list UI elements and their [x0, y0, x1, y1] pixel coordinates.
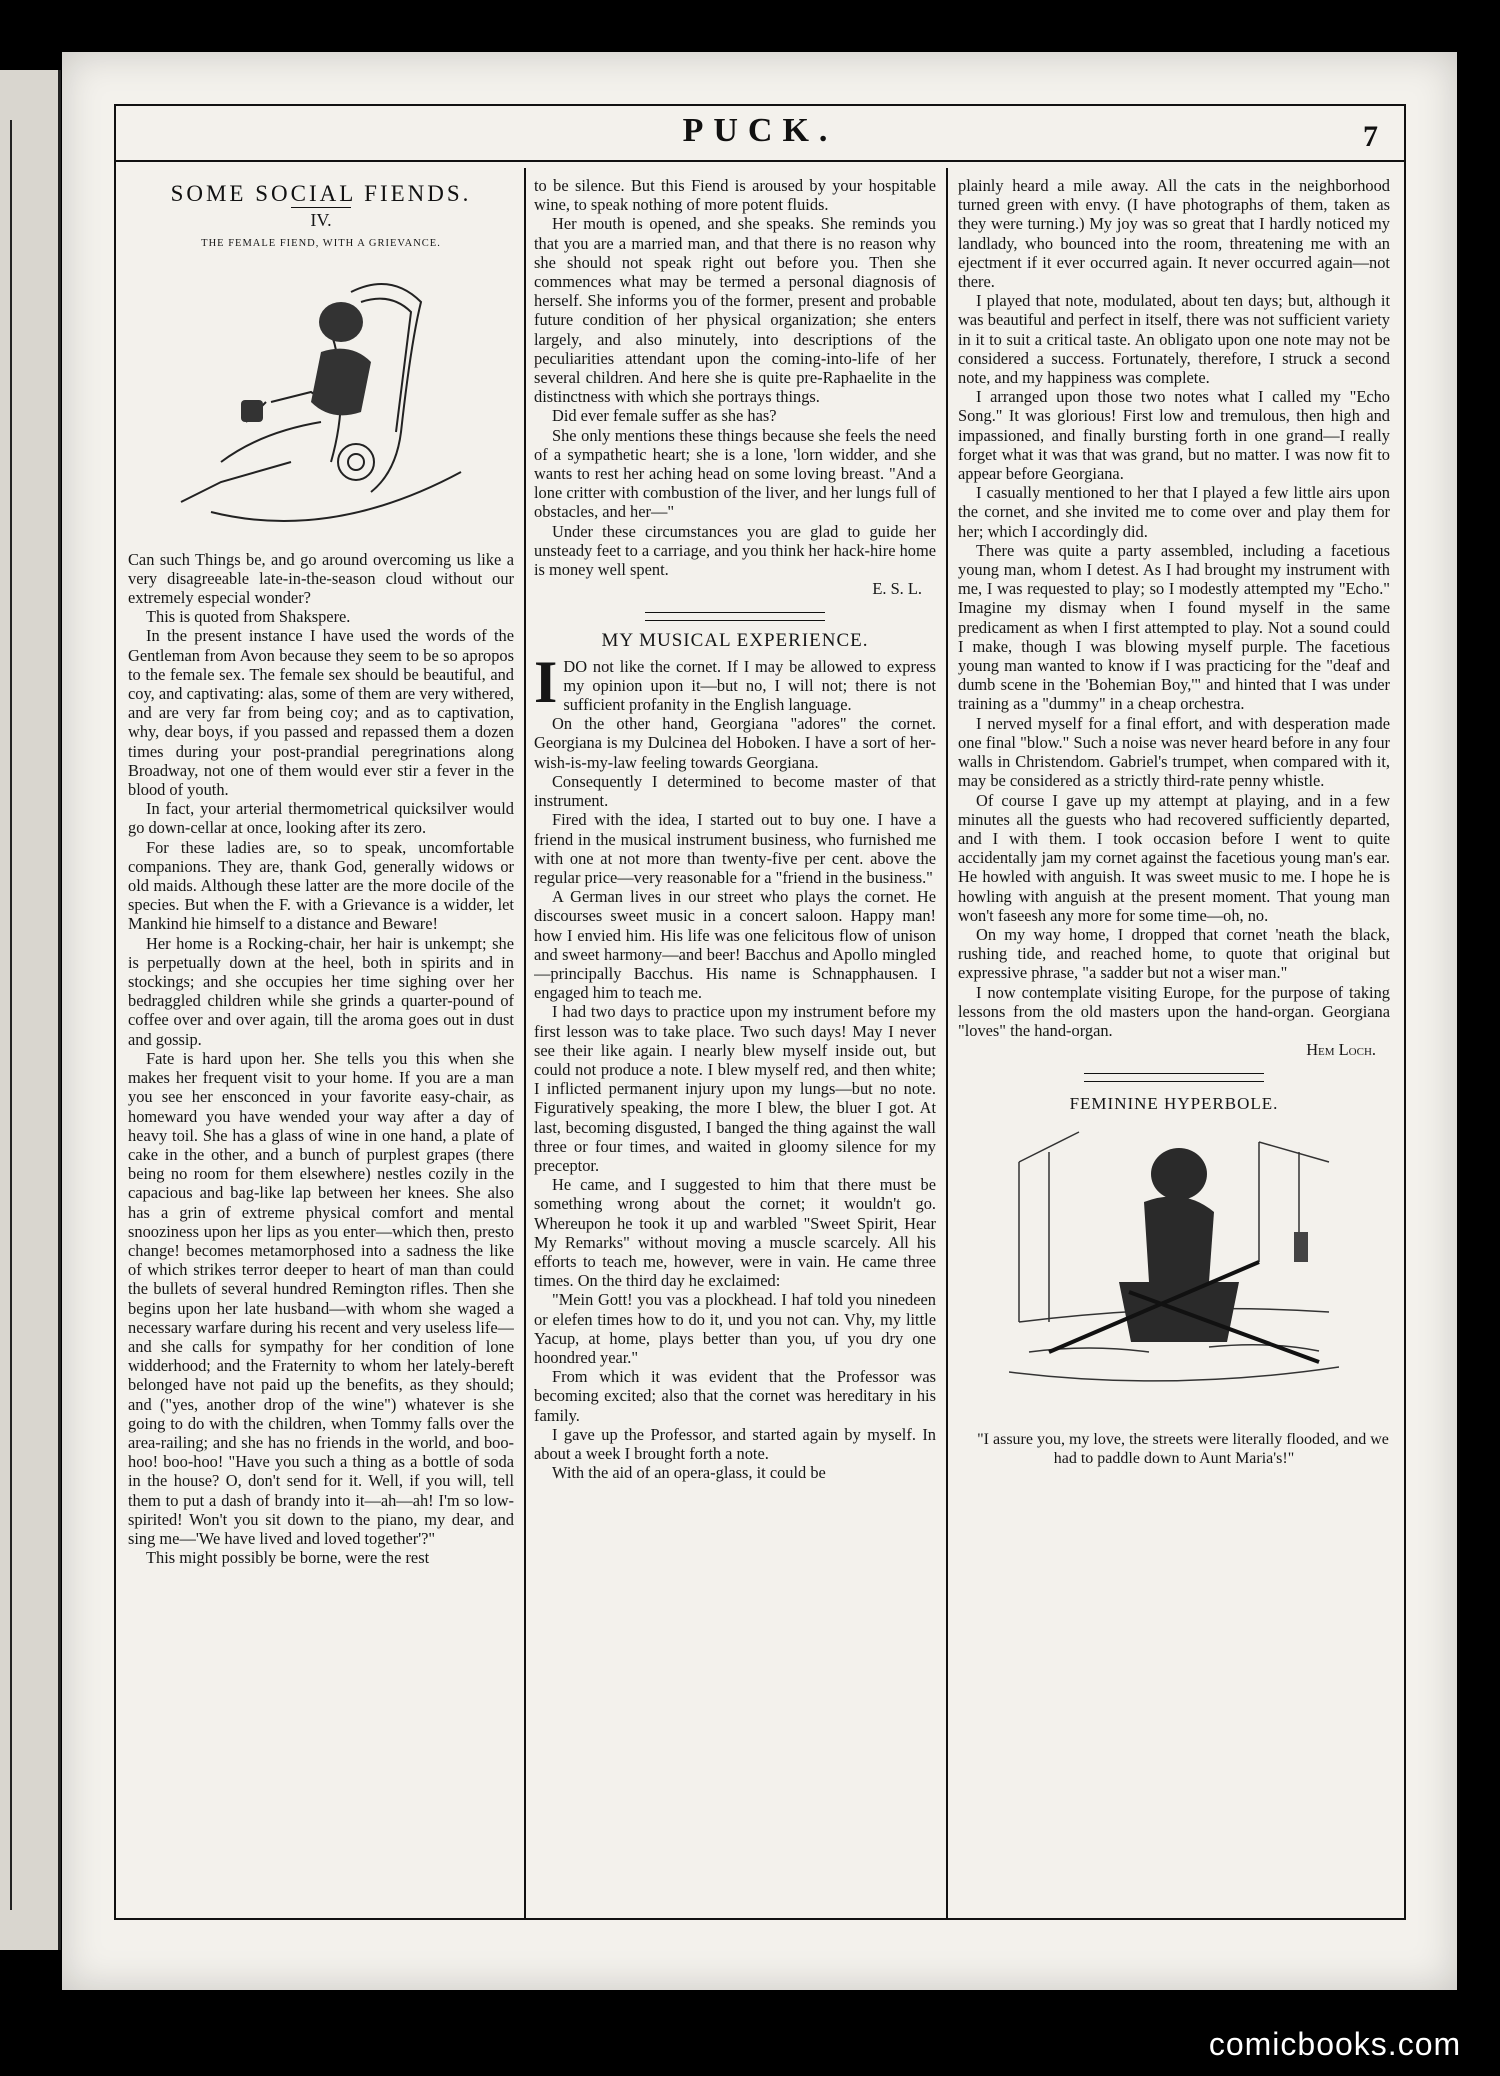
section-separator	[645, 612, 825, 621]
masthead-title: PUCK.	[682, 112, 838, 149]
article-subtitle: THE FEMALE FIEND, WITH A GRIEVANCE.	[201, 238, 441, 250]
paragraph: I had two days to practice upon my instrument before my first lesson was to take place. Two such days! May I never see their like again. I nearly blew myself inside out, but could not produce a note. I blew myself red, and then white; I inflicted permanent injury upon my lungs—but no note. Figuratively speaking, the more I blew, the bluer I got. At last, becoming disgusted, I banged the thing against the wall three or four times, and waited in gloomy silence for my preceptor.	[534, 1002, 936, 1175]
paragraph: Fate is hard upon her. She tells you this when she makes her frequent visit to your home. If you are a man you see her ensconced in your favorite easy-chair, as homeward you have wended your way after a day of heavy toil. She has a glass of wine in one hand, a plate of cake in the other, and a bunch of purplest grapes (there being no room for them elsewhere) nestles cozily in the capacious and bag-like lap between her knees. She also has a grin of extreme physical comfort and mental snooziness upon her lips as you enter—which then, presto change! becomes metamorphosed into a sadness the like of which strikes terror deeper to heart of man than could the bullets of several hundred Remington rifles. Then she begins upon her late husband—with whom she waged a necessary warfare during his recent and very useless life—and she calls for sympathy for her condition of lone widderhood; and the Fraternity to whom her lately-bereft belonged have not paid up the benefits, as they should; and ("yes, another drop of the wine") whatever is she going to do with the children, when Tommy falls over the area-railing; and she has no friends in the world, and boo-hoo! boo-hoo! "Have you such a thing as a bottle of soda in the house? O, don't send for it. Well, if you will, tell them to put a dash of brandy into it—ah—ah! I'm so low-spirited! Won't you sit down to the piano, my dear, and sing me—'We have lived and loved together'?"	[128, 1048, 514, 1548]
paragraph: From which it was evident that the Professor was becoming excited; also that the cornet was hereditary in his family.	[534, 1367, 936, 1425]
paragraph: Can such Things be, and go around overcoming us like a very disagreeable late-in-the-season cloud without our extremely especial wonder?	[128, 549, 514, 608]
paragraph: I nerved myself for a final effort, and with desperation made one final "blow." Such a noise was never heard before in any four walls in Christendom. Gabriel's trumpet, when compared with it, may be considered as a strictly third-rate penny whistle.	[958, 713, 1390, 791]
paragraph: For these ladies are, so to speak, uncomfortable companions. They are, thank God, generally widows or old maids. Although these latter are the more docile of the species. But when the F. with a Grievance is a widder, let Mankind hie himself to a distance and Beware!	[128, 837, 514, 934]
rocking-chair-illustration	[171, 262, 471, 542]
previous-page-edge	[0, 70, 61, 1950]
section-separator	[1084, 1073, 1264, 1082]
paragraph: In fact, your arterial thermometrical quicksilver would go down-cellar at once, looking after its zero.	[128, 799, 514, 838]
paragraph: I casually mentioned to her that I played a few little airs upon the cornet, and she invited me to come over and play them for her; which I accordingly did.	[958, 483, 1390, 541]
paragraph: Of course I gave up my attempt at playing, and in a few minutes all the guests who had recovered sufficiently departed, and I with them. I took occasion before I went to quite accidentally jam my cornet against the facetious young man's ear. He howled with anguish. It was sweet music to me. I hope he is howling with anguish at the present moment. That young man won't faseesh any more for some time—oh, no.	[958, 790, 1390, 925]
page-number: 7	[1363, 120, 1378, 153]
column-rule-2	[946, 168, 948, 1918]
first-paragraph	[534, 648, 936, 715]
paragraph: There was quite a party assembled, including a facetious young man, whom I detest. As I had brought my instrument with me, I was requested to play; so I modestly attempted my "Echo." Imagine my dismay when I found myself in the same predicament as when I first attempted to play. Not a sound could I make, though I was blowing myself purple. The facetious young man wanted to know if I was practicing for the "deaf and dumb scene in the 'Bohemian Boy,'" and hinted that I was under training as a "dummy" in a cheap orchestra.	[958, 540, 1390, 714]
signature-esl: E. S. L.	[872, 579, 922, 599]
paragraph: A German lives in our street who plays the cornet. He discourses sweet music in a concert saloon. Happy man! how I envied him. His life was one felicitous flow of unison and sweet harmony—and beer! Bacchus and Apollo mingled—principally Bacchus. His name is Schnapphausen. I engaged him to teach me.	[534, 887, 936, 1003]
paragraph: I arranged upon those two notes what I called my "Echo Song." It was glorious! First low and tremulous, then high and impassioned, and finally bursting forth in one grand—I really forget what it was that was grand, but no matter. I was now fit to appear before Georgiana.	[958, 387, 1390, 484]
article-part-number: IV.	[291, 207, 351, 230]
column-2	[534, 176, 936, 1908]
first-paragraph-text: DO not like the cornet. If I may be allowed to express my opinion upon it—but no, I will not; there is not sufficient profanity in the English language.	[563, 656, 936, 715]
paragraph: Her home is a Rocking-chair, her hair is unkempt; she is perpetually down at the heel, both in spirits and in stockings; and she occupies her time sighing over her bedraggled children while she grinds a quarter-pound of coffee over and over again, till the aroma goes out in dust and gossip.	[128, 933, 514, 1049]
paragraph: She only mentions these things because she feels the need of a sympathetic heart; she is a lone, 'lorn widder, and she wants to rest her aching head on some loving breast. "And a lone critter with combustion of the liver, and her lungs full of obstacles, and her—"	[534, 425, 936, 522]
article-title-social-fiends: SOME SOCIAL FIENDS.	[170, 181, 472, 206]
drop-cap: I	[534, 648, 558, 715]
paragraph: This is quoted from Shakspere.	[146, 607, 351, 627]
watermark: comicbooks.com	[1170, 2012, 1500, 2076]
paragraph: I gave up the Professor, and started again by myself. In about a week I brought forth a note.	[534, 1424, 936, 1463]
paragraph: In the present instance I have used the words of the Gentleman from Avon because they seem to be so apropos to the female sex. The female sex should be beautiful, and coy, and captivating: alas, some of them are very withered, and are very far from being coy; and as to captivation, why, dear boys, if you passed and repassed them a dozen times during your post-prandial peregrinations along Broadway, not one of them would ever stir a fever in the blood of youth.	[128, 626, 514, 800]
paragraph: Consequently I determined to become master of that instrument.	[534, 771, 936, 811]
paragraph: He came, and I suggested to him that there must be something wrong about the cornet; it wouldn't go. Whereupon he took it up and warbled "Sweet Spirit, Hear My Remarks" without moving a muscle scarcely. All his efforts to teach me, however, were in vain. He came three times. On the third day he exclaimed:	[534, 1175, 936, 1291]
paragraph: On the other hand, Georgiana "adores" the cornet. Georgiana is my Dulcinea del Hoboken. I have a sort of her-wish-is-my-law feeling towards Georgiana.	[534, 714, 936, 772]
illustration-caption: "I assure you, my love, the streets were literally flooded, and we had to paddle down to Aunt Maria's!"	[977, 1430, 1389, 1467]
paragraph: This might possibly be borne, were the rest	[146, 1548, 430, 1568]
paragraph: "Mein Gott! you vas a plockhead. I haf told you ninedeen or elefen times how to do it, und you not can. Vhy, my little Yacup, at home, plays better than you, uf you dry one hoondred year."	[534, 1290, 936, 1367]
paragraph: plainly heard a mile away. All the cats in the neighborhood turned green with envy. (I have photographs of them, taken as they were turning.) My joy was so great that I hardly noticed my landlady, who bounced into the room, threatening me with an ejectment if it ever occurred again. It never occurred again—not there.	[958, 176, 1390, 292]
article-title-musical-experience: MY MUSICAL EXPERIENCE.	[601, 630, 869, 652]
signature-hem-loch: Hem Loch.	[1306, 1040, 1376, 1060]
page-frame	[114, 104, 1406, 1920]
paragraph: I played that note, modulated, about ten days; but, although it was beautiful and perfect in itself, there was not sufficient variety in it to suit a critical taste. An obligato upon one note may not be considered a success. Fortunately, therefore, I struck a second note, and my happiness was complete.	[958, 291, 1390, 388]
paragraph: Under these circumstances you are glad to guide her unsteady feet to a carriage, and you think her hack-hire home is money well spent.	[534, 521, 936, 580]
paragraph: to be silence. But this Fiend is aroused by your hospitable wine, to speak nothing of more potent fluids.	[534, 176, 936, 215]
washtub-paddling-illustration	[1009, 1122, 1339, 1422]
paragraph: Did ever female suffer as she has?	[552, 406, 777, 426]
paragraph: On my way home, I dropped that cornet 'neath the black, rushing tide, and reached home, to quote that original but expressive phrase, "a sadder but not a wiser man."	[958, 924, 1390, 983]
column-rule-1	[524, 168, 526, 1918]
column-3	[958, 176, 1390, 1908]
column-1	[128, 176, 514, 1908]
feature-title-feminine-hyperbole: FEMININE HYPERBOLE.	[1069, 1094, 1279, 1114]
masthead	[116, 106, 1404, 162]
magazine-page	[62, 52, 1457, 1990]
paragraph: With the aid of an opera-glass, it could be	[552, 1463, 826, 1483]
paragraph: Her mouth is opened, and she speaks. She reminds you that you are a married man, and that there is no reason why she should not speak right out before you. Then she commences what may be termed a personal diagnosis of herself. She informs you of the former, present and probable future condition of her physical organization; she enters largely, and also minutely, into descriptions of the peculiarities attendant upon the coming-into-life of her several children. And here she is quite pre-Raphaelite in the distinctness with which she portrays things.	[534, 214, 936, 407]
paragraph: Fired with the idea, I started out to buy one. I have a friend in the musical instrument business, who furnished me with one at not more than twenty-five per cent. above the regular price—very reasonable for a "friend in the business."	[534, 810, 936, 887]
paragraph: I now contemplate visiting Europe, for the purpose of taking lessons from the old masters upon the hand-organ. Georgiana "loves" the hand-organ.	[958, 982, 1390, 1040]
